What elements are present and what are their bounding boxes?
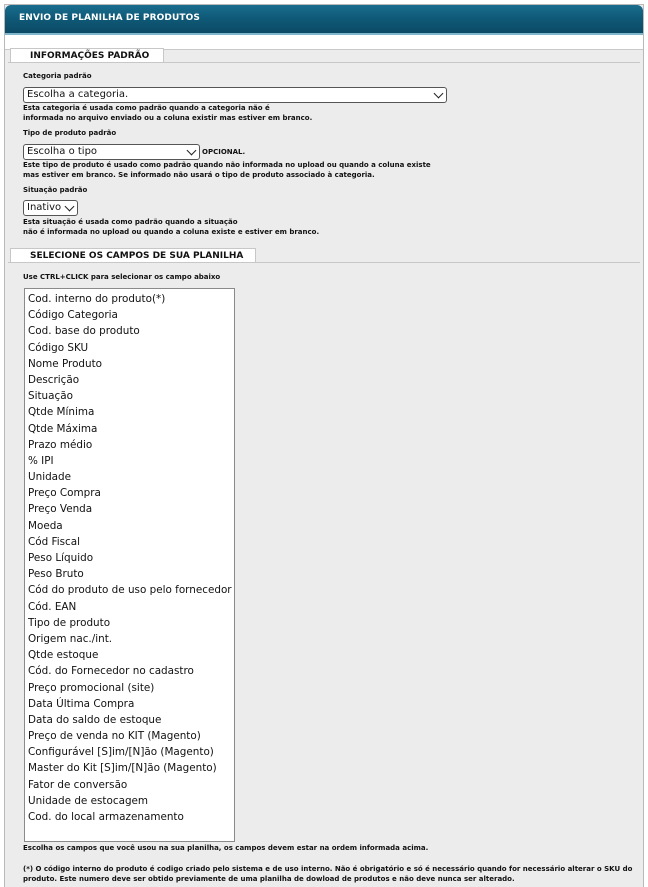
footnote-line: produto. Este numero deve ser obtido previamente de uma planilha de dowload de produtos e não deve nunca ser alterado.: [23, 875, 515, 883]
field-option[interactable]: Master do Kit [S]im/[N]ão (Magento): [28, 762, 217, 775]
field-option[interactable]: Unidade: [28, 471, 72, 484]
product-type-select[interactable]: [23, 144, 200, 160]
category-help-line: informada no arquivo enviado ou a coluna existir mas estiver em branco.: [23, 114, 313, 122]
field-option[interactable]: Data do saldo de estoque: [28, 713, 162, 726]
field-option[interactable]: Código Categoria: [28, 309, 118, 322]
status-help: [23, 217, 319, 237]
field-option[interactable]: Preço Venda: [28, 503, 93, 516]
field-option[interactable]: Cód. EAN: [28, 600, 77, 613]
field-option[interactable]: Descrição: [28, 373, 80, 386]
page-title: ENVIO DE PLANILHA DE PRODUTOS: [19, 13, 200, 23]
field-option[interactable]: Cod. interno do produto(*): [28, 293, 166, 305]
category-help-line: Esta categoria é usada como padrão quando a categoria não é: [23, 104, 270, 112]
chevron-down-icon: [187, 146, 197, 156]
field-option[interactable]: Peso Bruto: [28, 568, 84, 581]
field-option[interactable]: Configurável [S]im/[N]ão (Magento): [28, 746, 214, 759]
field-option[interactable]: Nome Produto: [28, 357, 103, 370]
field-option[interactable]: Qtde Máxima: [28, 422, 98, 435]
section-defaults-legend: INFORMAÇÕES PADRÃO: [10, 48, 164, 62]
panel-header: [5, 5, 643, 35]
fields-multiselect[interactable]: [24, 288, 235, 842]
field-option[interactable]: Moeda: [28, 519, 63, 532]
category-help: [23, 103, 312, 123]
field-option[interactable]: Cod. base do produto: [28, 325, 140, 338]
field-option[interactable]: Data Última Compra: [28, 697, 135, 710]
field-option[interactable]: Situação: [28, 390, 73, 403]
field-option[interactable]: Peso Líquido: [28, 552, 94, 564]
field-option[interactable]: Prazo médio: [28, 438, 93, 451]
status-help-line: Esta situação é usada como padrão quando a situação: [23, 218, 238, 226]
footnote-line: (*) O código interno do produto é codigo criado pelo sistema e de uso interno. Não é obrigatório e só é necessário quando for necessário alterar o SKU do: [23, 865, 633, 873]
field-option[interactable]: Preço promocional (site): [28, 681, 155, 694]
chevron-down-icon: [434, 89, 444, 99]
field-option[interactable]: Cod. do local armazenamento: [28, 811, 184, 823]
footnote: [23, 864, 632, 884]
product-type-selected-value: Escolha o tipo: [27, 146, 98, 157]
product-type-help-line: Este tipo de produto é usado como padrão quando não informada no upload ou quando a coluna existe: [23, 161, 431, 169]
status-help-line: não é informada no upload ou quando a coluna existe e estiver em branco.: [23, 228, 320, 236]
field-option[interactable]: Preço de venda no KIT (Magento): [28, 730, 201, 743]
field-option[interactable]: % IPI: [28, 454, 54, 467]
category-select[interactable]: [23, 87, 447, 103]
section-fields-legend: SELECIONE OS CAMPOS DE SUA PLANILHA: [10, 248, 256, 262]
field-option[interactable]: Origem nac./int.: [28, 632, 113, 645]
field-option[interactable]: Tipo de produto: [28, 616, 111, 629]
field-option[interactable]: Unidade de estocagem: [28, 794, 149, 807]
status-label: Situação padrão: [23, 186, 88, 194]
field-option[interactable]: Qtde Mínima: [28, 406, 95, 419]
optional-tag: OPCIONAL.: [202, 148, 246, 156]
field-option[interactable]: Cód. do Fornecedor no cadastro: [28, 665, 194, 678]
fields-instruction: Use CTRL+CLICK para selecionar os campo abaixo: [23, 273, 221, 281]
field-option[interactable]: Preço Compra: [28, 487, 101, 500]
category-selected-value: Escolha a categoria.: [27, 89, 129, 100]
field-option[interactable]: Código SKU: [28, 341, 89, 354]
field-option[interactable]: Qtde estoque: [28, 649, 99, 662]
field-option[interactable]: Cód do produto de uso pelo fornecedor: [28, 584, 232, 597]
field-option[interactable]: Cód Fiscal: [28, 535, 80, 548]
category-label: Categoria padrão: [23, 72, 92, 80]
status-select[interactable]: [23, 200, 78, 216]
chevron-down-icon: [65, 202, 75, 212]
product-type-label: Tipo de produto padrão: [23, 129, 117, 137]
field-option[interactable]: Fator de conversão: [28, 778, 128, 791]
product-type-help-line: mas estiver em branco. Se informado não usará o tipo de produto associado à categoria.: [23, 171, 375, 179]
product-type-help: [23, 160, 431, 180]
status-selected-value: Inativo: [27, 202, 62, 213]
order-note: Escolha os campos que você usou na sua planilha, os campos devem estar na ordem informada acima.: [23, 844, 429, 852]
